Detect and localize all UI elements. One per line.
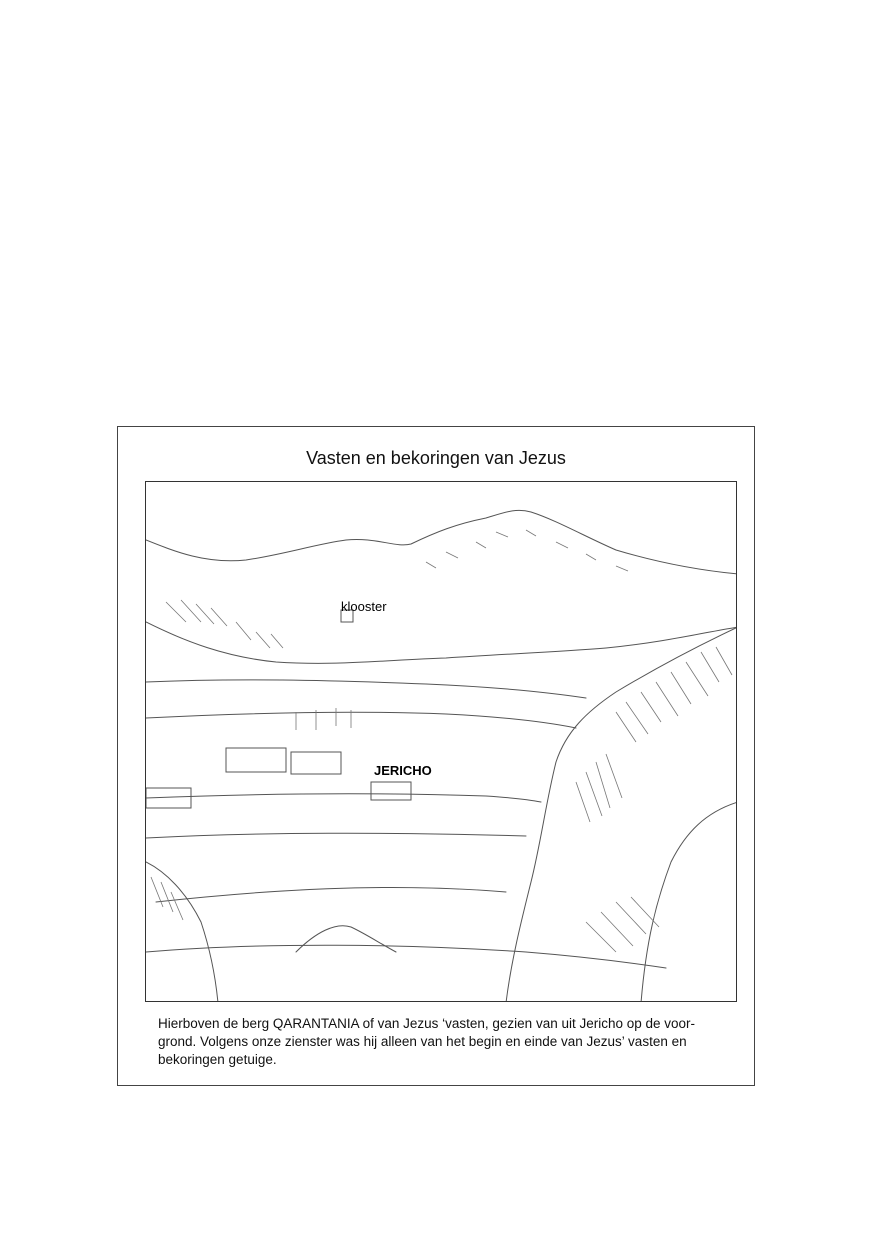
plain-line-1	[146, 680, 586, 698]
mountain-slope	[146, 622, 737, 663]
landscape-sketch	[145, 481, 737, 1002]
sketch-drawing	[146, 482, 737, 1002]
figure-caption: Hierboven de berg QARANTANIA of van Jezus ‘vasten, gezien van uit Jericho op de voor-grond. Volgens onze zienster was hij alleen van het begin en einde van Jezus’ vasten en bekoringen getuige.	[158, 1016, 696, 1067]
mountain-ridge	[146, 510, 737, 574]
mound	[296, 926, 396, 952]
foreground-line	[146, 945, 666, 968]
label-klooster: klooster	[341, 599, 387, 614]
plain-line-3	[146, 794, 541, 802]
left-hill	[146, 862, 218, 1002]
right-cliff	[506, 627, 737, 1002]
label-jericho: JERICHO	[374, 763, 432, 778]
field-line	[156, 887, 506, 902]
figure-frame	[117, 426, 755, 1086]
plain-line-4	[146, 833, 526, 838]
figure-title: Vasten en bekoringen van Jezus	[306, 448, 566, 468]
right-cliff-2	[641, 802, 737, 1002]
plain-line-2	[146, 712, 576, 728]
